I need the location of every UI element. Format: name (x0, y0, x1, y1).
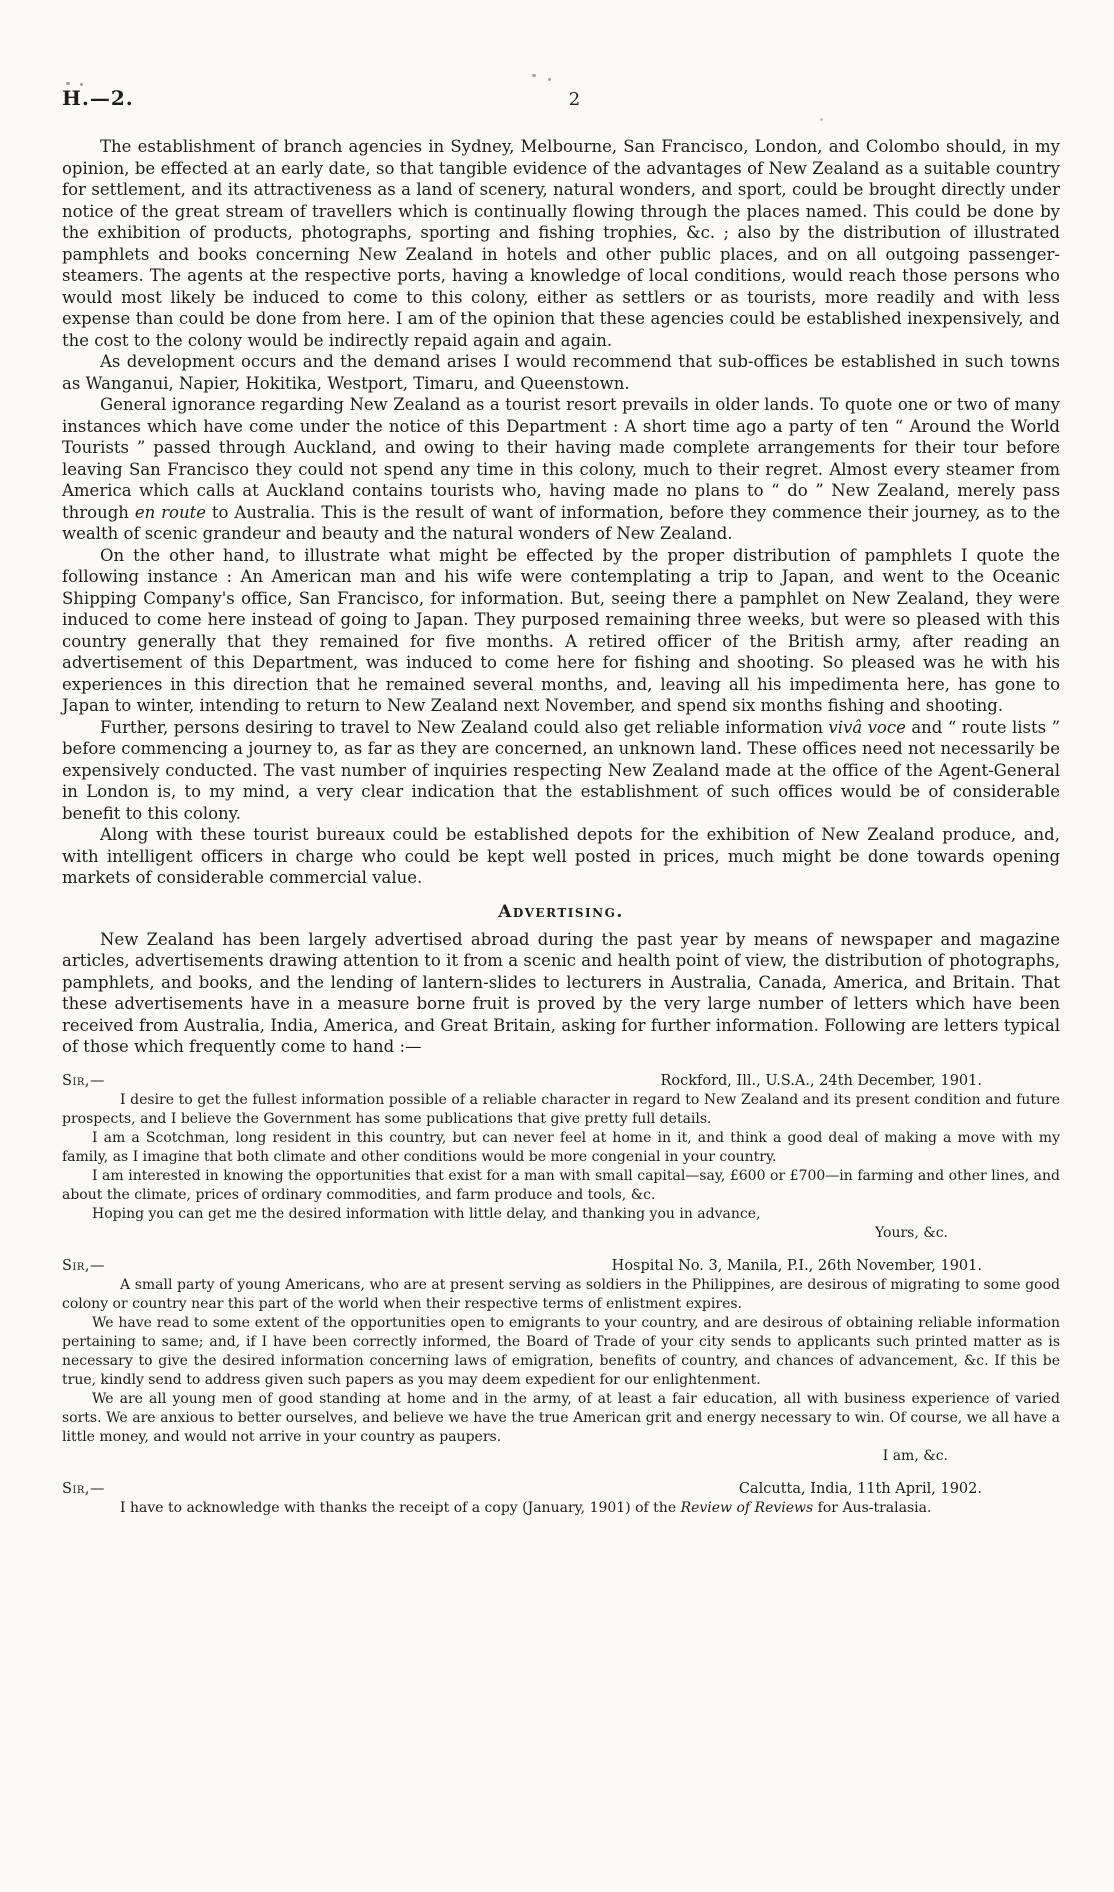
letter-signoff: Yours, &c. (874, 1224, 948, 1241)
body-paragraph: On the other hand, to illustrate what might be effected by the proper distribution of pamphlets I quote the following instance : An American man and his wife were contemplating a trip to Japan, and went to the Oceanic Shipping Company's office, San Francisco, for information. But, seeing there a pamphlet on New Zealand, they were induced to come here instead of going to Japan. They purposed remaining three weeks, but were so pleased with this country generally that they remained for five months. A retired officer of the British army, after reading an advertisement of this Department, was induced to come here for fishing and shooting. So pleased was he with his experiences in this direction that he remained several months, and, leaving all his impedimenta here, has gone to Japan to winter, intending to return to New Zealand next November, and spend six months fishing and shooting. (62, 545, 1060, 715)
letters-section (62, 1072, 1060, 1518)
body-paragraph: As development occurs and the demand arises I would recommend that sub-offices be established in such towns as Wanganui, Napier, Hokitika, Westport, Timaru, and Queenstown. (62, 352, 1060, 393)
letter-manila (62, 1257, 1060, 1466)
scan-speck (820, 118, 823, 121)
letter-header (62, 1480, 1060, 1499)
letter-dateline: Calcutta, India, 11th April, 1902. (738, 1480, 982, 1497)
advertising-paragraph: New Zealand has been largely advertised abroad during the past year by means of newspaper and magazine articles, advertisements drawing attention to it from a scenic and health point of view, the distribution of photographs, pamphlets, and books, and the lending of lantern-slides to lecturers in Australia, Canada, America, and Britain. That these advertisements have in a measure borne fruit is proved by the very large number of letters which have been received from Australia, India, America, and Great Britain, asking for further information. Following are letters typical of those which frequently come to hand :— (62, 929, 1060, 1056)
scan-speck (66, 82, 70, 85)
page-body (62, 136, 1060, 1518)
letter-paragraph: I am a Scotchman, long resident in this country, but can never feel at home in it, and think a good deal of making a move with my family, as I imagine that both climate and other conditions would be more congenial in your country. (62, 1129, 1060, 1165)
letter-paragraph: I have to acknowledge with thanks the receipt of a copy (January, 1901) of the Review of Reviews for Aus-tralasia. (120, 1499, 932, 1516)
letter-signoff: I am, &c. (882, 1447, 948, 1464)
letter-calcutta (62, 1480, 1060, 1518)
letter-header (62, 1072, 1060, 1091)
letter-salutation: Sir,— (62, 1257, 106, 1274)
scan-speck (532, 74, 536, 77)
body-paragraph: General ignorance regarding New Zealand as a tourist resort prevails in older lands. To quote one or two of many instances which have come under the notice of this Department : A short time ago a party of ten “ Around the World Tourists ” passed through Auckland, and owing to their having made complete arrangements for their tour before leaving San Francisco they could not spend any time in this colony, much to their regret. Almost every steamer from America which calls at Auckland contains tourists who, having made no plans to “ do ” New Zealand, merely pass through en route to Australia. This is the result of want of information, before they commence their journey, as to the wealth of scenic grandeur and beauty and the natural wonders of New Zealand. (62, 395, 1061, 543)
body-paragraph: Along with these tourist bureaux could be established depots for the exhibition of New Zealand produce, and, with intelligent officers in charge who could be kept well posted in prices, much might be done towards opening markets of considerable commercial value. (62, 825, 1060, 887)
letter-dateline: Rockford, Ill., U.S.A., 24th December, 1901. (660, 1072, 982, 1089)
letter-salutation: Sir,— (62, 1072, 106, 1089)
letter-salutation: Sir,— (62, 1480, 106, 1497)
letter-paragraph: We have read to some extent of the opportunities open to emigrants to your country, and are desirous of obtaining reliable information pertaining to same; and, if I have been correctly informed, the Board of Trade of your city sends to applicants such printed matter as is necessary to give the desired information concerning laws of emigration, benefits of country, and chances of advancement, &c. If this be true, kindly send to address given such papers as you may deem expedient for our enlightenment. (62, 1314, 1060, 1388)
letter-rockford (62, 1072, 1060, 1243)
letter-paragraph: I am interested in knowing the opportunities that exist for a man with small capital—say, £600 or £700—in farming and other lines, and about the climate, prices of ordinary commodities, and farm produce and tools, &c. (62, 1167, 1060, 1203)
scan-speck (548, 78, 551, 81)
report-code: H.—2. (62, 86, 134, 110)
letter-header (62, 1257, 1060, 1276)
scan-speck (80, 83, 83, 86)
letter-paragraph: Hoping you can get me the desired information with little delay, and thanking you in advance, (92, 1205, 761, 1222)
page-number: 2 (568, 89, 581, 110)
body-paragraph: Further, persons desiring to travel to New Zealand could also get reliable information vivâ voce and “ route lists ” before commencing a journey to, as far as they are concerned, an unknown land. These offices need not necessarily be expensively conducted. The vast number of inquiries respecting New Zealand made at the office of the Agent-General in London is, to my mind, a very clear indication that the establishment of such offices would be of considerable benefit to this colony. (62, 717, 1061, 823)
letter-paragraph: We are all young men of good standing at home and in the army, of at least a fair education, all with business experience of varied sorts. We are anxious to better ourselves, and believe we have the true American grit and energy necessary to win. Of course, we all have a little money, and would not arrive in your country as paupers. (62, 1390, 1060, 1445)
letter-dateline: Hospital No. 3, Manila, P.I., 26th November, 1901. (611, 1257, 982, 1274)
body-paragraph: The establishment of branch agencies in Sydney, Melbourne, San Francisco, London, and Colombo should, in my opinion, be effected at an early date, so that tangible evidence of the advantages of New Zealand as a suitable country for settlement, and its attractiveness as a land of scenery, natural wonders, and sport, could be brought directly under notice of the great stream of travellers which is continually flowing through the places named. This could be done by the exhibition of products, photographs, sporting and fishing trophies, &c. ; also by the distribution of illustrated pamphlets and books concerning New Zealand in hotels and other public places, and on all outgoing passenger-steamers. The agents at the respective ports, having a knowledge of local conditions, would reach those persons who would most likely be induced to come to this colony, either as settlers or as tourists, more readily and with less expense than could be done from here. I am of the opinion that these agencies could be established inexpensively, and the cost to the colony would be indirectly repaid again and again. (62, 137, 1060, 350)
letter-paragraph: I desire to get the fullest information possible of a reliable character in regard to New Zealand and its present condition and future prospects, and I believe the Government has some publications that give pretty full details. (62, 1091, 1060, 1127)
letter-paragraph: A small party of young Americans, who are at present serving as soldiers in the Philippines, are desirous of migrating to some good colony or country near this part of the world when their respective terms of enlistment expires. (62, 1276, 1060, 1312)
section-heading-advertising: Advertising. (498, 901, 624, 922)
page-header (62, 86, 1058, 110)
